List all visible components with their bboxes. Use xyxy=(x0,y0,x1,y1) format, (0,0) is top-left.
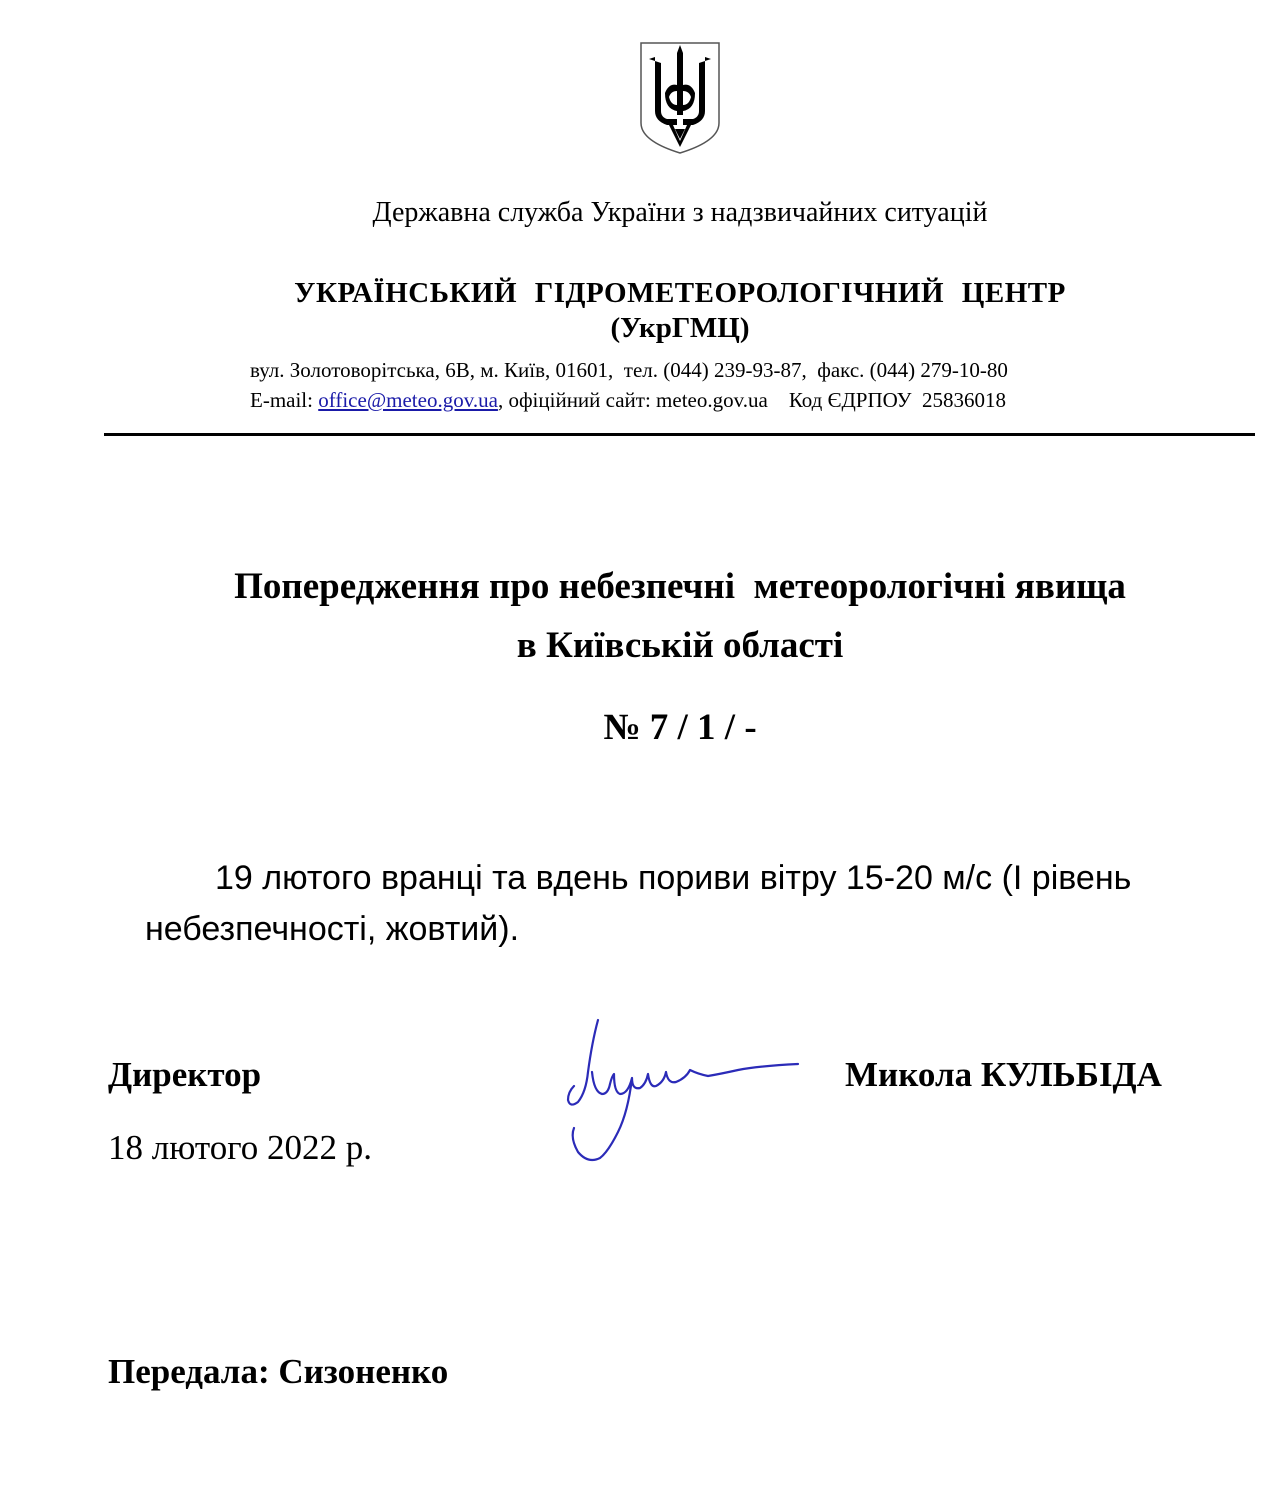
warning-title: Попередження про небезпечні метеорологічні явища xyxy=(234,566,1126,607)
warning-number: № 7 / 1 / - xyxy=(603,707,757,748)
organization-address: вул. Золотоворітська, 6В, м. Київ, 01601, тел. (044) 239-93-87, факс. (044) 279-10-80 xyxy=(250,358,1008,382)
document-date: 18 лютого 2022 р. xyxy=(108,1128,372,1167)
website-and-code: , офіційний сайт: meteo.gov.ua Код ЄДРПОУ 25836018 xyxy=(497,388,1006,412)
trident-coat-of-arms-icon xyxy=(639,41,721,155)
sender-line: Передала: Сизоненко xyxy=(108,1352,449,1391)
email-label: E-mail: xyxy=(250,388,319,412)
handwritten-signature-icon xyxy=(548,1012,808,1172)
warning-text-line-1: 19 лютого вранці та вдень пориви вітру 15-20 м/с (І рівень xyxy=(215,859,1132,897)
signer-name: Микола КУЛЬБІДА xyxy=(845,1055,1162,1094)
agency-name: Державна служба України з надзвичайних ситуацій xyxy=(372,197,988,228)
organization-name: УКРАЇНСЬКИЙ ГІДРОМЕТЕОРОЛОГІЧНИЙ ЦЕНТР xyxy=(294,277,1066,309)
signer-role: Директор xyxy=(108,1055,262,1094)
organization-contacts xyxy=(250,388,1006,413)
warning-text-line-2: небезпечності, жовтий). xyxy=(145,910,520,948)
warning-region: в Київській області xyxy=(516,625,844,666)
email-link[interactable]: office@meteo.gov.ua xyxy=(318,388,498,412)
header-divider xyxy=(104,433,1255,436)
organization-abbreviation: (УкрГМЦ) xyxy=(610,312,750,344)
